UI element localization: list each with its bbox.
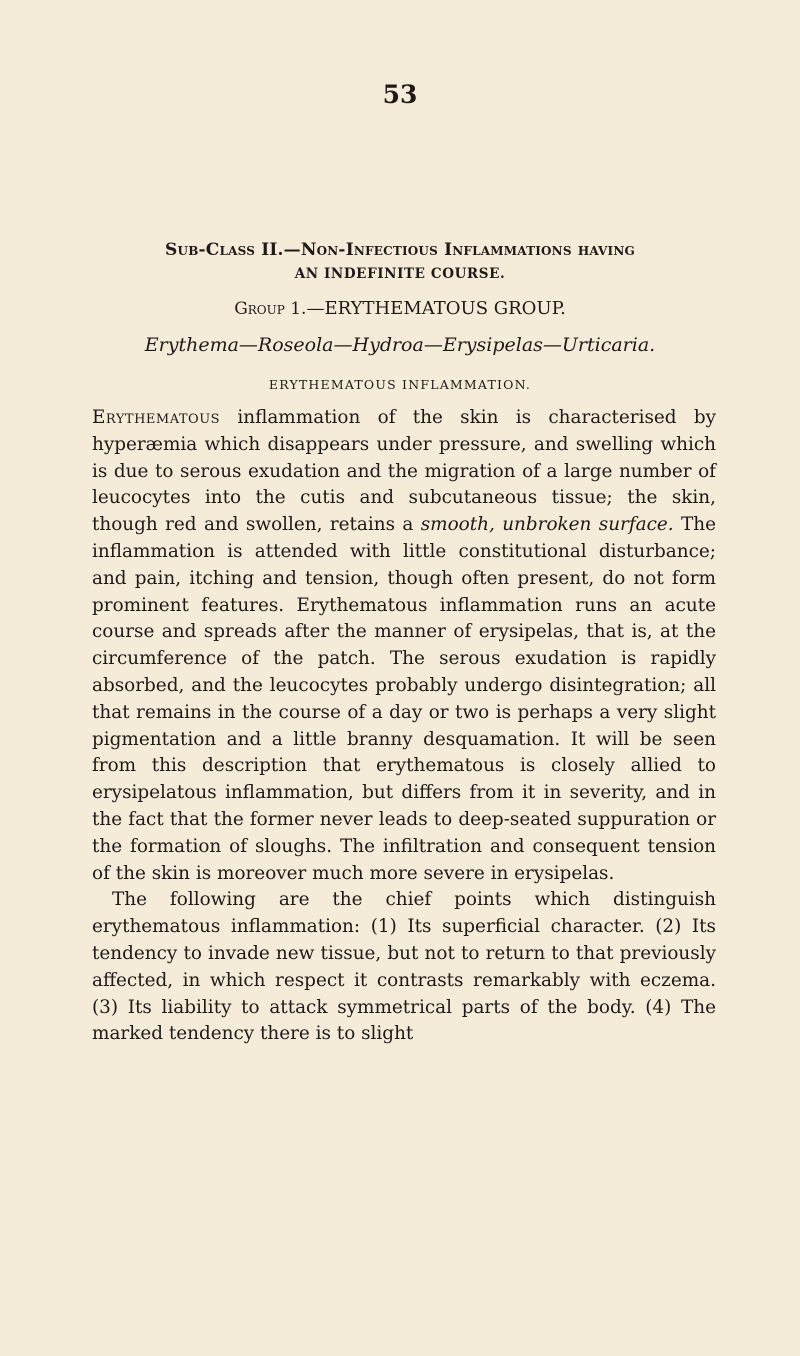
paragraph-2: The following are the chief points which distinguish erythematous inflammation: (1) Its superficial character. (2) Its tendency to invade new tissue, but not to return to that previously affected, in which respect it contrasts remarkably with eczema. (3) Its liability to attack symmetrical parts of the body. (4) The marked tendency there is to slight <box>92 889 716 1045</box>
group-heading <box>80 297 720 321</box>
page-number: 53 <box>382 80 418 109</box>
paragraph-1-emphasis: smooth, unbroken surface. <box>420 514 674 536</box>
subclass-heading <box>80 238 720 286</box>
subclass-heading-line1: Sub-Class II.—Non-Infectious Inflammations having <box>165 240 635 260</box>
paragraph-1-part2: The inflammation is attended with little constitutional disturbance; and pain, itching and tension, though often present, do not form prominent features. Erythematous inflammation runs an acute course and spreads after the manner of erysipelas, that is, at the circumference of the patch. The serous exudation is rapidly absorbed, and the leucocytes probably undergo disintegration; all that remains in the course of a day or two is perhaps a very slight pigmentation and a little branny desquamation. It will be seen from this description that erythematous is closely allied to erysipelatous inflammation, but differs from it in severity, and in the fact that the former never leads to deep-seated suppuration or the formation of sloughs. The infiltration and consequent tension of the skin is moreover much more severe in erysipelas. <box>92 514 716 884</box>
body-text <box>92 405 716 1048</box>
group-title: —ERYTHEMATOUS GROUP. <box>306 298 566 319</box>
disease-list-subtitle: Erythema—Roseola—Hydroa—Erysipelas—Urticaria. <box>144 334 656 356</box>
paragraph-1-lead-word: Erythematous <box>92 407 221 428</box>
section-title: ERYTHEMATOUS INFLAMMATION. <box>268 377 532 392</box>
subclass-heading-line2: AN INDEFINITE COURSE. <box>294 266 506 282</box>
group-prefix: Group 1. <box>234 299 307 319</box>
paragraph-1 <box>92 405 716 887</box>
paragraph-1-part1: inflammation of the skin is characterised by hyperæmia which disappears under pressure, and swelling which is due to serous exudation and the migration of a large number of leucocytes into the cutis and subcutaneous tissue; the skin, though red and swollen, retains a <box>92 407 716 536</box>
